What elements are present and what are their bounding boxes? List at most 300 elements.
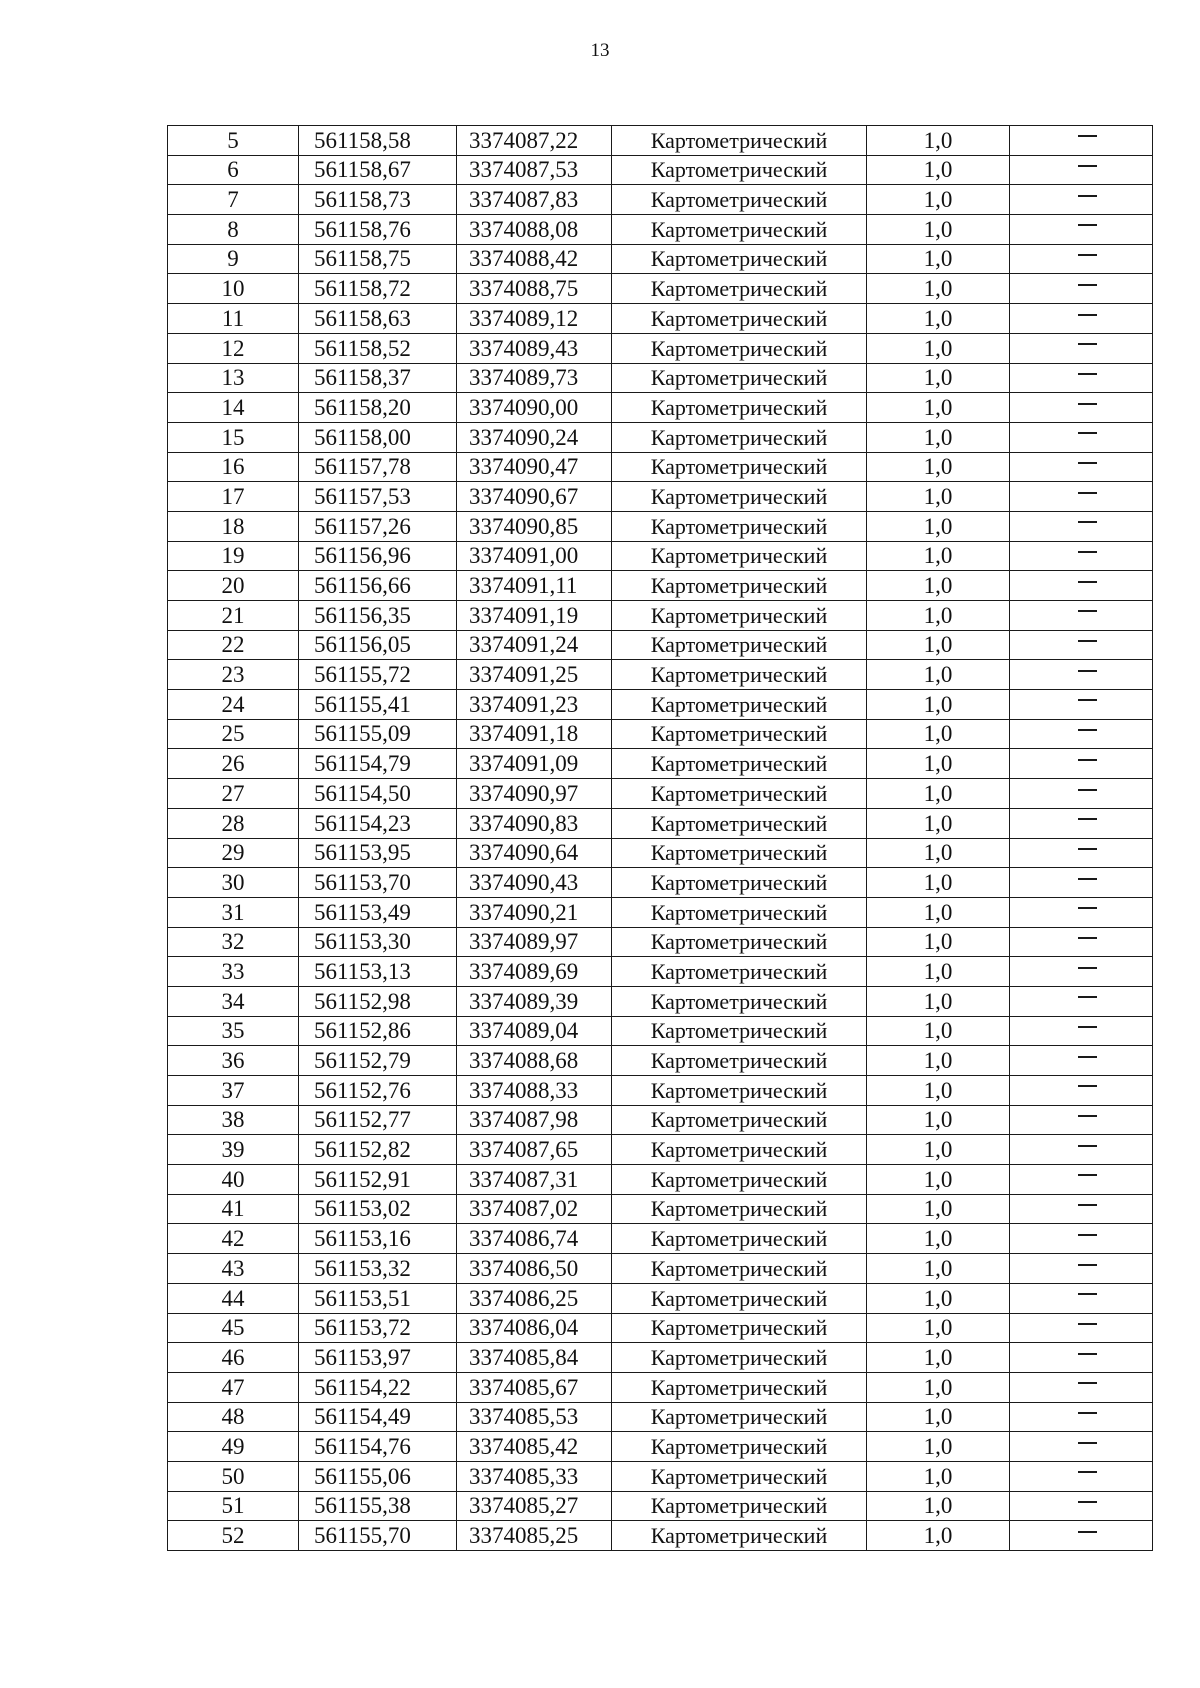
- method-cell: Картометрический: [612, 304, 867, 334]
- description-cell: [1010, 571, 1153, 601]
- coordinate-y-cell: 3374085,27: [457, 1491, 612, 1521]
- point-number-cell: 41: [168, 1194, 299, 1224]
- point-number-cell: 24: [168, 690, 299, 720]
- point-number-cell: 20: [168, 571, 299, 601]
- description-cell: [1010, 1194, 1153, 1224]
- point-number-cell: 42: [168, 1224, 299, 1254]
- description-cell: [1010, 1402, 1153, 1432]
- coordinate-x-cell: 561156,66: [299, 571, 457, 601]
- description-cell: [1010, 482, 1153, 512]
- method-cell: Картометрический: [612, 1224, 867, 1254]
- coordinate-x-cell: 561156,05: [299, 630, 457, 660]
- method-cell: Картометрический: [612, 244, 867, 274]
- point-number-cell: 45: [168, 1313, 299, 1343]
- method-cell: Картометрический: [612, 571, 867, 601]
- coordinate-y-cell: 3374088,75: [457, 274, 612, 304]
- table-row: [168, 1105, 1153, 1135]
- description-cell: [1010, 1343, 1153, 1373]
- coordinate-y-cell: 3374091,09: [457, 749, 612, 779]
- coordinate-y-cell: 3374091,19: [457, 601, 612, 631]
- coordinate-x-cell: 561153,13: [299, 957, 457, 987]
- description-cell: [1010, 601, 1153, 631]
- accuracy-cell: 1,0: [867, 868, 1010, 898]
- method-cell: Картометрический: [612, 660, 867, 690]
- dash-mark: [1078, 729, 1097, 731]
- accuracy-cell: 1,0: [867, 719, 1010, 749]
- point-number-cell: 11: [168, 304, 299, 334]
- coordinate-y-cell: 3374087,53: [457, 155, 612, 185]
- coordinate-y-cell: 3374085,25: [457, 1521, 612, 1551]
- coordinate-x-cell: 561158,58: [299, 126, 457, 156]
- table-row: [168, 927, 1153, 957]
- description-cell: [1010, 897, 1153, 927]
- coordinate-y-cell: 3374085,33: [457, 1461, 612, 1491]
- accuracy-cell: 1,0: [867, 393, 1010, 423]
- method-cell: Картометрический: [612, 1254, 867, 1284]
- method-cell: Картометрический: [612, 897, 867, 927]
- method-cell: Картометрический: [612, 1283, 867, 1313]
- point-number-cell: 47: [168, 1372, 299, 1402]
- point-number-cell: 17: [168, 482, 299, 512]
- accuracy-cell: 1,0: [867, 1224, 1010, 1254]
- coordinate-y-cell: 3374090,67: [457, 482, 612, 512]
- table-row: [168, 1461, 1153, 1491]
- dash-mark: [1078, 878, 1097, 880]
- description-cell: [1010, 126, 1153, 156]
- table-row: [168, 719, 1153, 749]
- point-number-cell: 10: [168, 274, 299, 304]
- method-cell: Картометрический: [612, 1165, 867, 1195]
- coordinate-x-cell: 561157,78: [299, 452, 457, 482]
- method-cell: Картометрический: [612, 868, 867, 898]
- coordinate-x-cell: 561154,22: [299, 1372, 457, 1402]
- coordinate-y-cell: 3374090,24: [457, 422, 612, 452]
- dash-mark: [1078, 1382, 1097, 1384]
- point-number-cell: 49: [168, 1432, 299, 1462]
- dash-mark: [1078, 1145, 1097, 1147]
- table-row: [168, 1491, 1153, 1521]
- point-number-cell: 51: [168, 1491, 299, 1521]
- dash-mark: [1078, 581, 1097, 583]
- coordinate-x-cell: 561158,76: [299, 215, 457, 245]
- description-cell: [1010, 274, 1153, 304]
- coordinate-x-cell: 561155,38: [299, 1491, 457, 1521]
- coordinate-y-cell: 3374090,43: [457, 868, 612, 898]
- table-row: [168, 1224, 1153, 1254]
- coordinate-y-cell: 3374090,00: [457, 393, 612, 423]
- point-number-cell: 16: [168, 452, 299, 482]
- point-number-cell: 35: [168, 1016, 299, 1046]
- point-number-cell: 36: [168, 1046, 299, 1076]
- table-row: [168, 1372, 1153, 1402]
- dash-mark: [1078, 1085, 1097, 1087]
- table-row: [168, 452, 1153, 482]
- coordinate-x-cell: 561157,26: [299, 511, 457, 541]
- method-cell: Картометрический: [612, 1016, 867, 1046]
- coordinate-y-cell: 3374090,83: [457, 808, 612, 838]
- point-number-cell: 12: [168, 333, 299, 363]
- dash-mark: [1078, 848, 1097, 850]
- dash-mark: [1078, 135, 1097, 137]
- dash-mark: [1078, 1115, 1097, 1117]
- description-cell: [1010, 1313, 1153, 1343]
- dash-mark: [1078, 1293, 1097, 1295]
- coordinate-y-cell: 3374087,65: [457, 1135, 612, 1165]
- description-cell: [1010, 868, 1153, 898]
- description-cell: [1010, 215, 1153, 245]
- table-row: [168, 126, 1153, 156]
- accuracy-cell: 1,0: [867, 155, 1010, 185]
- coordinate-x-cell: 561158,52: [299, 333, 457, 363]
- table-row: [168, 1313, 1153, 1343]
- coordinate-y-cell: 3374087,83: [457, 185, 612, 215]
- coordinate-y-cell: 3374086,50: [457, 1254, 612, 1284]
- coordinate-y-cell: 3374088,42: [457, 244, 612, 274]
- accuracy-cell: 1,0: [867, 274, 1010, 304]
- point-number-cell: 33: [168, 957, 299, 987]
- table-row: [168, 422, 1153, 452]
- method-cell: Картометрический: [612, 1461, 867, 1491]
- coordinate-y-cell: 3374085,84: [457, 1343, 612, 1373]
- coordinate-y-cell: 3374089,04: [457, 1016, 612, 1046]
- method-cell: Картометрический: [612, 1076, 867, 1106]
- accuracy-cell: 1,0: [867, 244, 1010, 274]
- table-row: [168, 838, 1153, 868]
- accuracy-cell: 1,0: [867, 1165, 1010, 1195]
- point-number-cell: 32: [168, 927, 299, 957]
- point-number-cell: 28: [168, 808, 299, 838]
- method-cell: Картометрический: [612, 1105, 867, 1135]
- accuracy-cell: 1,0: [867, 986, 1010, 1016]
- coordinate-y-cell: 3374090,47: [457, 452, 612, 482]
- accuracy-cell: 1,0: [867, 215, 1010, 245]
- description-cell: [1010, 422, 1153, 452]
- description-cell: [1010, 393, 1153, 423]
- description-cell: [1010, 838, 1153, 868]
- table-row: [168, 630, 1153, 660]
- description-cell: [1010, 185, 1153, 215]
- point-number-cell: 18: [168, 511, 299, 541]
- table-row: [168, 779, 1153, 809]
- coordinate-x-cell: 561154,49: [299, 1402, 457, 1432]
- coordinate-x-cell: 561153,95: [299, 838, 457, 868]
- method-cell: Картометрический: [612, 452, 867, 482]
- method-cell: Картометрический: [612, 1313, 867, 1343]
- dash-mark: [1078, 907, 1097, 909]
- point-number-cell: 5: [168, 126, 299, 156]
- coordinate-x-cell: 561158,37: [299, 363, 457, 393]
- table-row: [168, 601, 1153, 631]
- coordinate-x-cell: 561152,82: [299, 1135, 457, 1165]
- table-row: [168, 482, 1153, 512]
- accuracy-cell: 1,0: [867, 1194, 1010, 1224]
- coordinate-x-cell: 561155,70: [299, 1521, 457, 1551]
- method-cell: Картометрический: [612, 482, 867, 512]
- coordinate-y-cell: 3374088,68: [457, 1046, 612, 1076]
- accuracy-cell: 1,0: [867, 779, 1010, 809]
- accuracy-cell: 1,0: [867, 897, 1010, 927]
- description-cell: [1010, 1432, 1153, 1462]
- description-cell: [1010, 690, 1153, 720]
- coordinate-x-cell: 561152,77: [299, 1105, 457, 1135]
- dash-mark: [1078, 343, 1097, 345]
- coordinate-y-cell: 3374085,67: [457, 1372, 612, 1402]
- point-number-cell: 13: [168, 363, 299, 393]
- accuracy-cell: 1,0: [867, 927, 1010, 957]
- point-number-cell: 43: [168, 1254, 299, 1284]
- point-number-cell: 21: [168, 601, 299, 631]
- description-cell: [1010, 244, 1153, 274]
- dash-mark: [1078, 1056, 1097, 1058]
- accuracy-cell: 1,0: [867, 1283, 1010, 1313]
- coordinate-y-cell: 3374091,23: [457, 690, 612, 720]
- point-number-cell: 25: [168, 719, 299, 749]
- description-cell: [1010, 1165, 1153, 1195]
- coordinate-y-cell: 3374089,39: [457, 986, 612, 1016]
- table-row: [168, 155, 1153, 185]
- method-cell: Картометрический: [612, 1135, 867, 1165]
- page-number: 13: [590, 40, 610, 61]
- accuracy-cell: 1,0: [867, 1313, 1010, 1343]
- method-cell: Картометрический: [612, 957, 867, 987]
- accuracy-cell: 1,0: [867, 1105, 1010, 1135]
- coordinate-x-cell: 561158,63: [299, 304, 457, 334]
- description-cell: [1010, 1105, 1153, 1135]
- coordinate-y-cell: 3374089,12: [457, 304, 612, 334]
- description-cell: [1010, 1224, 1153, 1254]
- table-row: [168, 363, 1153, 393]
- point-number-cell: 9: [168, 244, 299, 274]
- point-number-cell: 50: [168, 1461, 299, 1491]
- description-cell: [1010, 927, 1153, 957]
- coordinate-x-cell: 561152,79: [299, 1046, 457, 1076]
- coordinate-x-cell: 561154,76: [299, 1432, 457, 1462]
- table-row: [168, 1076, 1153, 1106]
- coordinate-y-cell: 3374089,43: [457, 333, 612, 363]
- dash-mark: [1078, 1174, 1097, 1176]
- method-cell: Картометрический: [612, 1372, 867, 1402]
- accuracy-cell: 1,0: [867, 1521, 1010, 1551]
- point-number-cell: 34: [168, 986, 299, 1016]
- dash-mark: [1078, 1323, 1097, 1325]
- dash-mark: [1078, 314, 1097, 316]
- table-row: [168, 986, 1153, 1016]
- coordinate-x-cell: 561155,72: [299, 660, 457, 690]
- description-cell: [1010, 304, 1153, 334]
- coordinate-y-cell: 3374090,64: [457, 838, 612, 868]
- point-number-cell: 52: [168, 1521, 299, 1551]
- accuracy-cell: 1,0: [867, 1461, 1010, 1491]
- coordinate-y-cell: 3374089,73: [457, 363, 612, 393]
- description-cell: [1010, 333, 1153, 363]
- method-cell: Картометрический: [612, 601, 867, 631]
- dash-mark: [1078, 432, 1097, 434]
- table-row: [168, 660, 1153, 690]
- dash-mark: [1078, 1264, 1097, 1266]
- accuracy-cell: 1,0: [867, 482, 1010, 512]
- method-cell: Картометрический: [612, 155, 867, 185]
- dash-mark: [1078, 670, 1097, 672]
- table-row: [168, 1135, 1153, 1165]
- point-number-cell: 15: [168, 422, 299, 452]
- accuracy-cell: 1,0: [867, 660, 1010, 690]
- coordinate-x-cell: 561155,06: [299, 1461, 457, 1491]
- description-cell: [1010, 1254, 1153, 1284]
- description-cell: [1010, 808, 1153, 838]
- method-cell: Картометрический: [612, 1343, 867, 1373]
- coordinates-table-body: [168, 126, 1153, 1551]
- method-cell: Картометрический: [612, 363, 867, 393]
- table-row: [168, 511, 1153, 541]
- coordinate-y-cell: 3374090,85: [457, 511, 612, 541]
- point-number-cell: 6: [168, 155, 299, 185]
- table-row: [168, 897, 1153, 927]
- method-cell: Картометрический: [612, 779, 867, 809]
- method-cell: Картометрический: [612, 274, 867, 304]
- table-row: [168, 1046, 1153, 1076]
- dash-mark: [1078, 610, 1097, 612]
- method-cell: Картометрический: [612, 927, 867, 957]
- coordinate-y-cell: 3374091,18: [457, 719, 612, 749]
- coordinates-table: [167, 125, 1153, 1551]
- coordinate-y-cell: 3374086,04: [457, 1313, 612, 1343]
- coordinate-y-cell: 3374090,21: [457, 897, 612, 927]
- method-cell: Картометрический: [612, 541, 867, 571]
- coordinate-y-cell: 3374091,25: [457, 660, 612, 690]
- accuracy-cell: 1,0: [867, 1491, 1010, 1521]
- dash-mark: [1078, 1353, 1097, 1355]
- method-cell: Картометрический: [612, 838, 867, 868]
- table-row: [168, 957, 1153, 987]
- description-cell: [1010, 719, 1153, 749]
- table-row: [168, 274, 1153, 304]
- accuracy-cell: 1,0: [867, 422, 1010, 452]
- accuracy-cell: 1,0: [867, 185, 1010, 215]
- coordinate-y-cell: 3374086,25: [457, 1283, 612, 1313]
- description-cell: [1010, 155, 1153, 185]
- dash-mark: [1078, 165, 1097, 167]
- method-cell: Картометрический: [612, 808, 867, 838]
- coordinate-x-cell: 561158,00: [299, 422, 457, 452]
- method-cell: Картометрический: [612, 1046, 867, 1076]
- table-row: [168, 304, 1153, 334]
- accuracy-cell: 1,0: [867, 541, 1010, 571]
- accuracy-cell: 1,0: [867, 957, 1010, 987]
- method-cell: Картометрический: [612, 1194, 867, 1224]
- accuracy-cell: 1,0: [867, 1402, 1010, 1432]
- method-cell: Картометрический: [612, 1402, 867, 1432]
- method-cell: Картометрический: [612, 1521, 867, 1551]
- coordinate-y-cell: 3374087,31: [457, 1165, 612, 1195]
- description-cell: [1010, 452, 1153, 482]
- method-cell: Картометрический: [612, 215, 867, 245]
- method-cell: Картометрический: [612, 333, 867, 363]
- description-cell: [1010, 630, 1153, 660]
- point-number-cell: 48: [168, 1402, 299, 1432]
- accuracy-cell: 1,0: [867, 1432, 1010, 1462]
- coordinate-y-cell: 3374087,22: [457, 126, 612, 156]
- dash-mark: [1078, 521, 1097, 523]
- point-number-cell: 39: [168, 1135, 299, 1165]
- description-cell: [1010, 1491, 1153, 1521]
- coordinate-x-cell: 561152,91: [299, 1165, 457, 1195]
- coordinate-y-cell: 3374090,97: [457, 779, 612, 809]
- accuracy-cell: 1,0: [867, 1076, 1010, 1106]
- dash-mark: [1078, 551, 1097, 553]
- coordinate-y-cell: 3374089,97: [457, 927, 612, 957]
- table-row: [168, 1194, 1153, 1224]
- dash-mark: [1078, 373, 1097, 375]
- coordinate-x-cell: 561153,49: [299, 897, 457, 927]
- accuracy-cell: 1,0: [867, 126, 1010, 156]
- description-cell: [1010, 749, 1153, 779]
- description-cell: [1010, 957, 1153, 987]
- coordinate-x-cell: 561153,02: [299, 1194, 457, 1224]
- method-cell: Картометрический: [612, 126, 867, 156]
- accuracy-cell: 1,0: [867, 1343, 1010, 1373]
- accuracy-cell: 1,0: [867, 1135, 1010, 1165]
- method-cell: Картометрический: [612, 690, 867, 720]
- accuracy-cell: 1,0: [867, 511, 1010, 541]
- coordinate-x-cell: 561153,30: [299, 927, 457, 957]
- table-row: [168, 333, 1153, 363]
- description-cell: [1010, 1521, 1153, 1551]
- point-number-cell: 8: [168, 215, 299, 245]
- table-row: [168, 185, 1153, 215]
- coordinate-x-cell: 561158,75: [299, 244, 457, 274]
- method-cell: Картометрический: [612, 1432, 867, 1462]
- dash-mark: [1078, 1442, 1097, 1444]
- dash-mark: [1078, 759, 1097, 761]
- point-number-cell: 27: [168, 779, 299, 809]
- coordinate-x-cell: 561154,79: [299, 749, 457, 779]
- description-cell: [1010, 1016, 1153, 1046]
- dash-mark: [1078, 224, 1097, 226]
- accuracy-cell: 1,0: [867, 1372, 1010, 1402]
- method-cell: Картометрический: [612, 719, 867, 749]
- dash-mark: [1078, 789, 1097, 791]
- description-cell: [1010, 363, 1153, 393]
- description-cell: [1010, 660, 1153, 690]
- coordinate-x-cell: 561156,35: [299, 601, 457, 631]
- point-number-cell: 38: [168, 1105, 299, 1135]
- dash-mark: [1078, 996, 1097, 998]
- accuracy-cell: 1,0: [867, 808, 1010, 838]
- dash-mark: [1078, 254, 1097, 256]
- dash-mark: [1078, 640, 1097, 642]
- description-cell: [1010, 541, 1153, 571]
- description-cell: [1010, 1372, 1153, 1402]
- description-cell: [1010, 1283, 1153, 1313]
- accuracy-cell: 1,0: [867, 749, 1010, 779]
- coordinate-x-cell: 561153,72: [299, 1313, 457, 1343]
- point-number-cell: 46: [168, 1343, 299, 1373]
- method-cell: Картометрический: [612, 393, 867, 423]
- dash-mark: [1078, 1501, 1097, 1503]
- point-number-cell: 31: [168, 897, 299, 927]
- accuracy-cell: 1,0: [867, 333, 1010, 363]
- table-row: [168, 1165, 1153, 1195]
- method-cell: Картометрический: [612, 422, 867, 452]
- table-row: [168, 1402, 1153, 1432]
- point-number-cell: 7: [168, 185, 299, 215]
- table-row: [168, 868, 1153, 898]
- accuracy-cell: 1,0: [867, 630, 1010, 660]
- table-row: [168, 1016, 1153, 1046]
- point-number-cell: 29: [168, 838, 299, 868]
- dash-mark: [1078, 403, 1097, 405]
- coordinate-x-cell: 561152,76: [299, 1076, 457, 1106]
